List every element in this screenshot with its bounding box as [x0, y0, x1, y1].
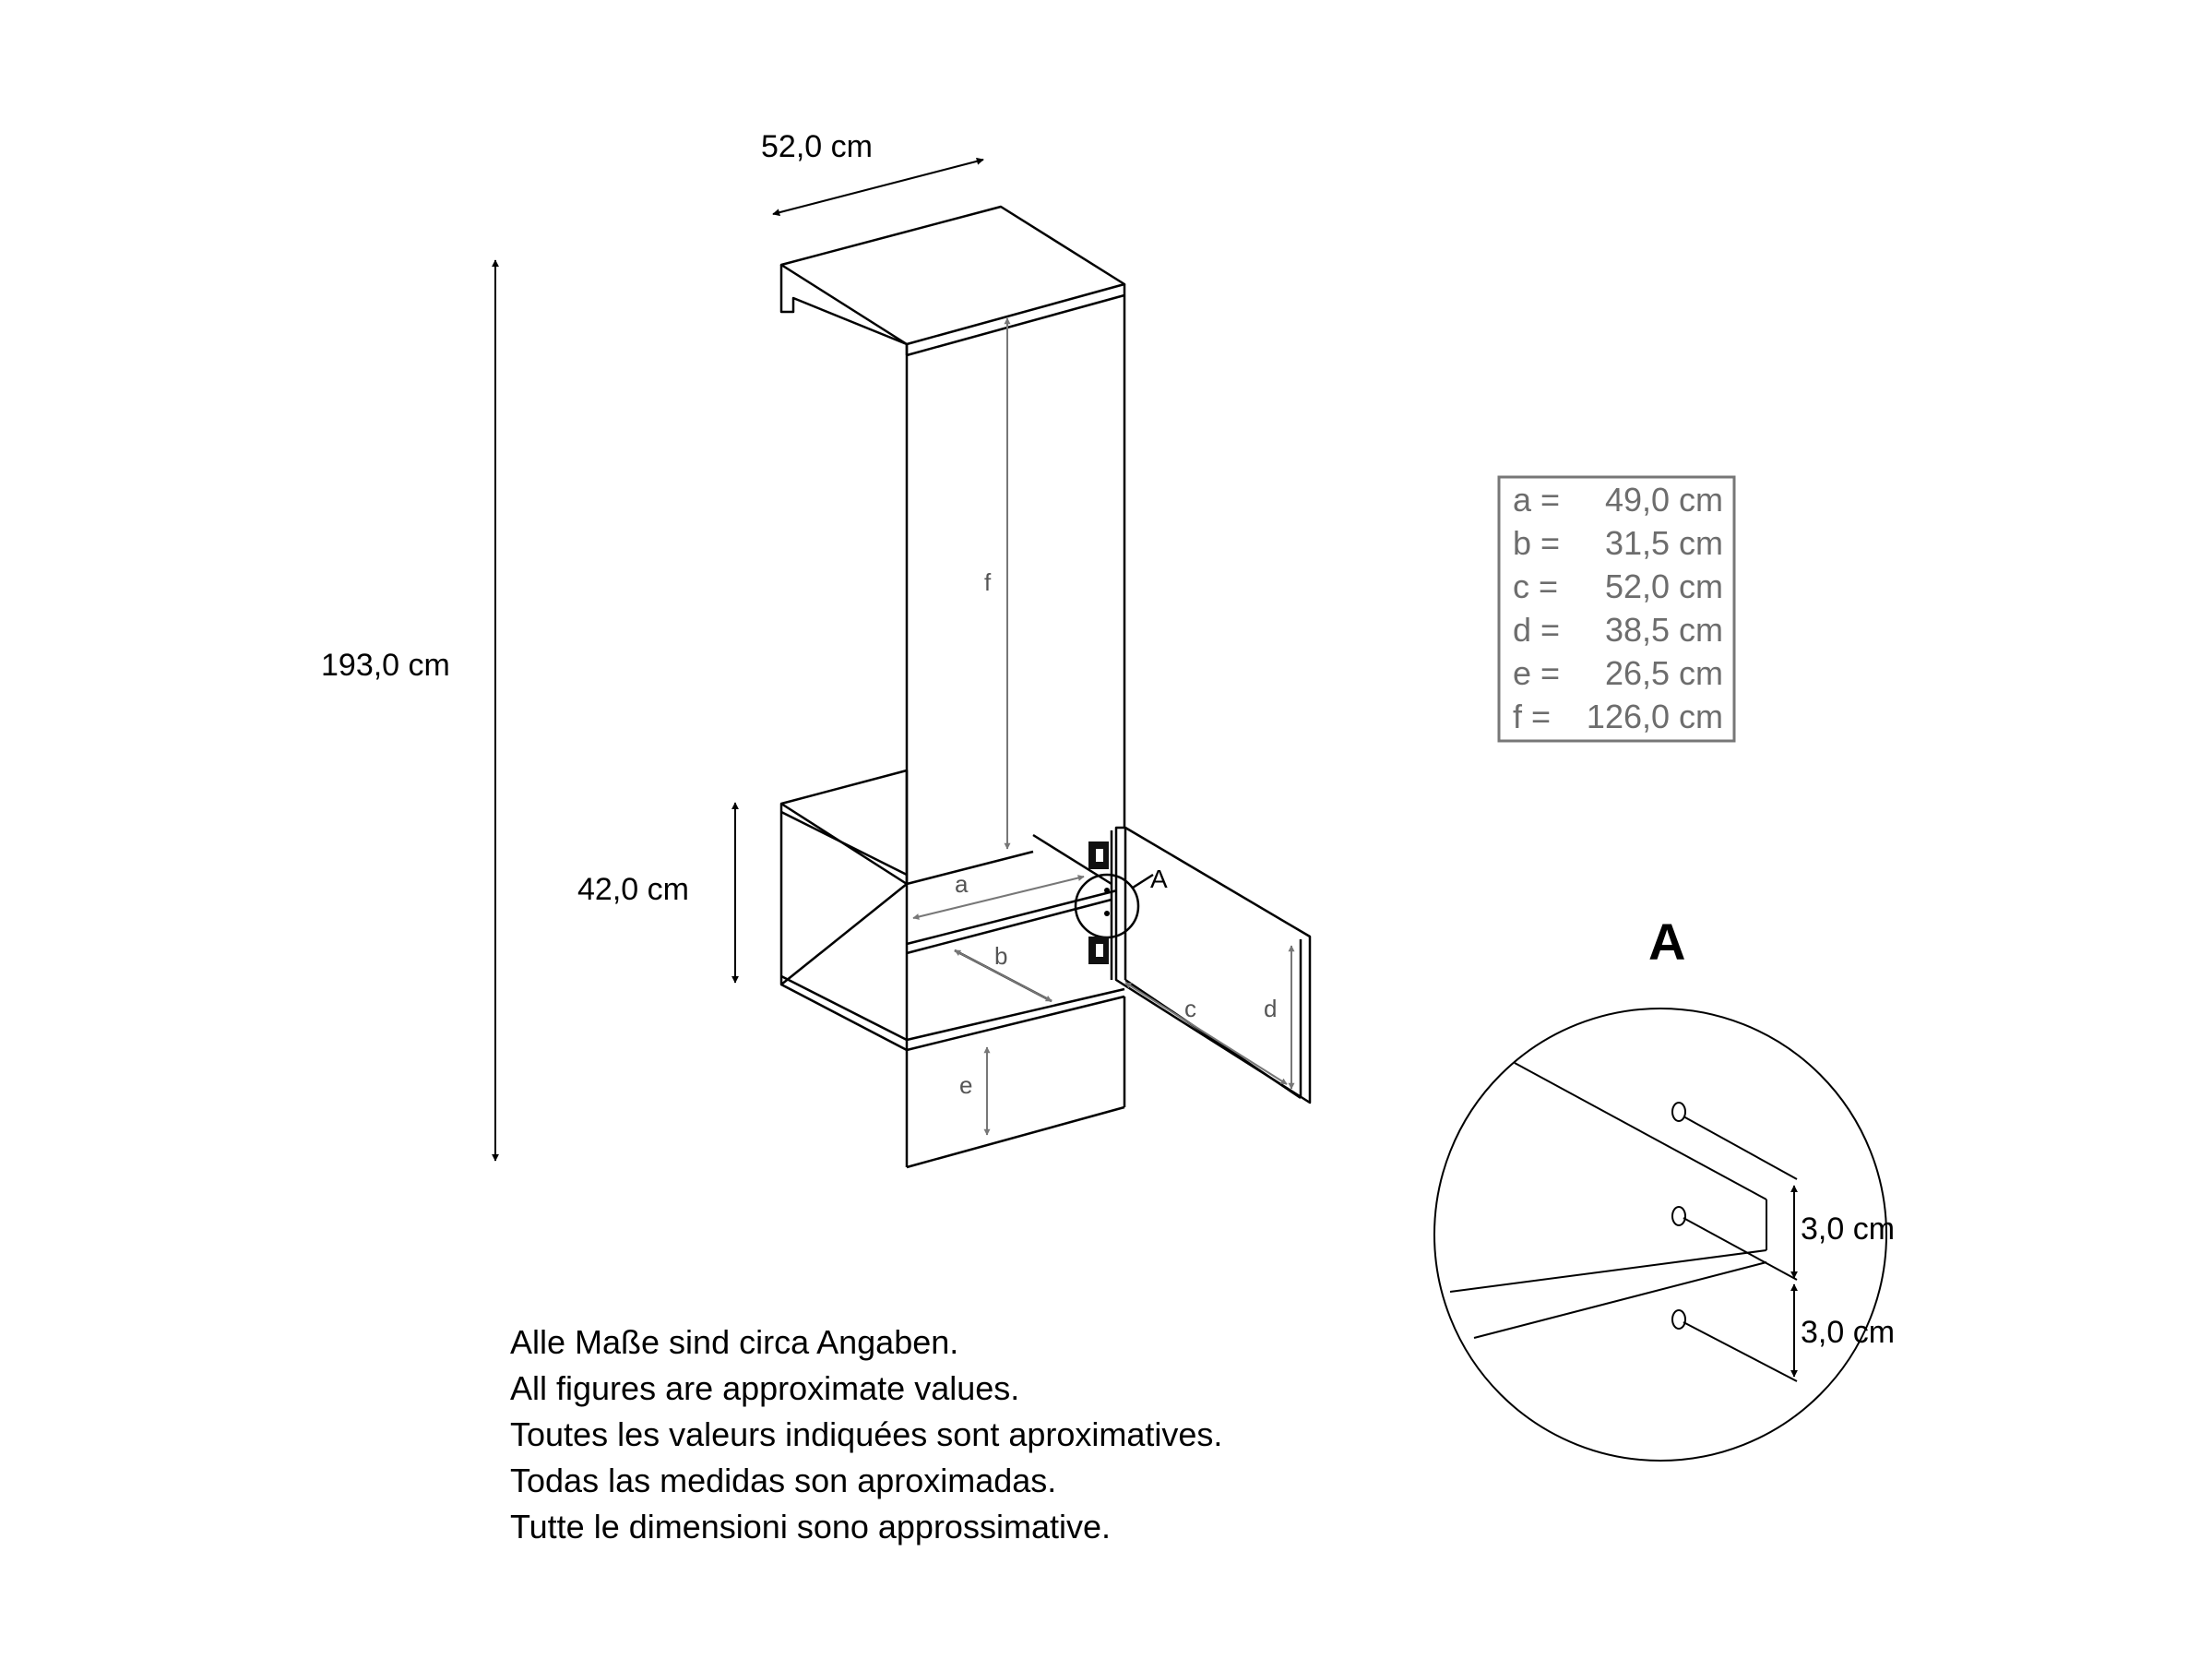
- legend-value: 26,5 cm: [1604, 654, 1723, 692]
- label-d: d: [1264, 995, 1278, 1022]
- legend-value: 49,0 cm: [1604, 481, 1723, 519]
- legend-key: a =: [1513, 481, 1561, 519]
- label-b: b: [994, 942, 1008, 970]
- label-f: f: [984, 568, 992, 596]
- hinge-top: [1088, 841, 1109, 869]
- spacing-label-1: 3,0 cm: [1801, 1211, 1896, 1247]
- hole-dot: [1104, 888, 1110, 893]
- width-label: 52,0 cm: [761, 129, 873, 164]
- legend-value: 126,0 cm: [1586, 698, 1723, 735]
- note-de: Alle Maße sind circa Angaben.: [510, 1323, 959, 1361]
- note-es: Todas las medidas son aproximadas.: [510, 1462, 1057, 1499]
- detail-title: A: [1648, 913, 1686, 971]
- lower-height-label: 42,0 cm: [577, 872, 689, 907]
- hole-dot: [1104, 911, 1110, 916]
- width-dimension: [761, 129, 983, 214]
- spacing-label-2: 3,0 cm: [1801, 1315, 1896, 1350]
- legend-key: f =: [1513, 698, 1552, 735]
- label-a: a: [955, 870, 969, 898]
- note-fr: Toutes les valeurs indiquées sont aproximatives.: [510, 1415, 1223, 1453]
- legend-key: b =: [1513, 524, 1561, 562]
- legend-value: 38,5 cm: [1604, 611, 1723, 649]
- height-dimension: [321, 260, 495, 1161]
- legend-key: d =: [1513, 611, 1561, 649]
- hinge-bottom: [1088, 937, 1109, 964]
- legend-key: c =: [1513, 567, 1559, 605]
- cabinet-outline: [781, 207, 1310, 1167]
- detail-marker: A: [1150, 865, 1168, 893]
- label-e: e: [959, 1071, 973, 1099]
- legend-value: 52,0 cm: [1604, 567, 1723, 605]
- label-c: c: [1184, 995, 1196, 1022]
- legend-key: e =: [1513, 654, 1561, 692]
- legend-value: 31,5 cm: [1604, 524, 1723, 562]
- disclaimer-notes: [510, 1319, 1433, 1550]
- height-label: 193,0 cm: [321, 648, 450, 683]
- note-it: Tutte le dimensioni sono approssimative.: [510, 1508, 1111, 1546]
- lower-height-dimension: [577, 803, 735, 983]
- note-en: All figures are approximate values.: [510, 1369, 1020, 1407]
